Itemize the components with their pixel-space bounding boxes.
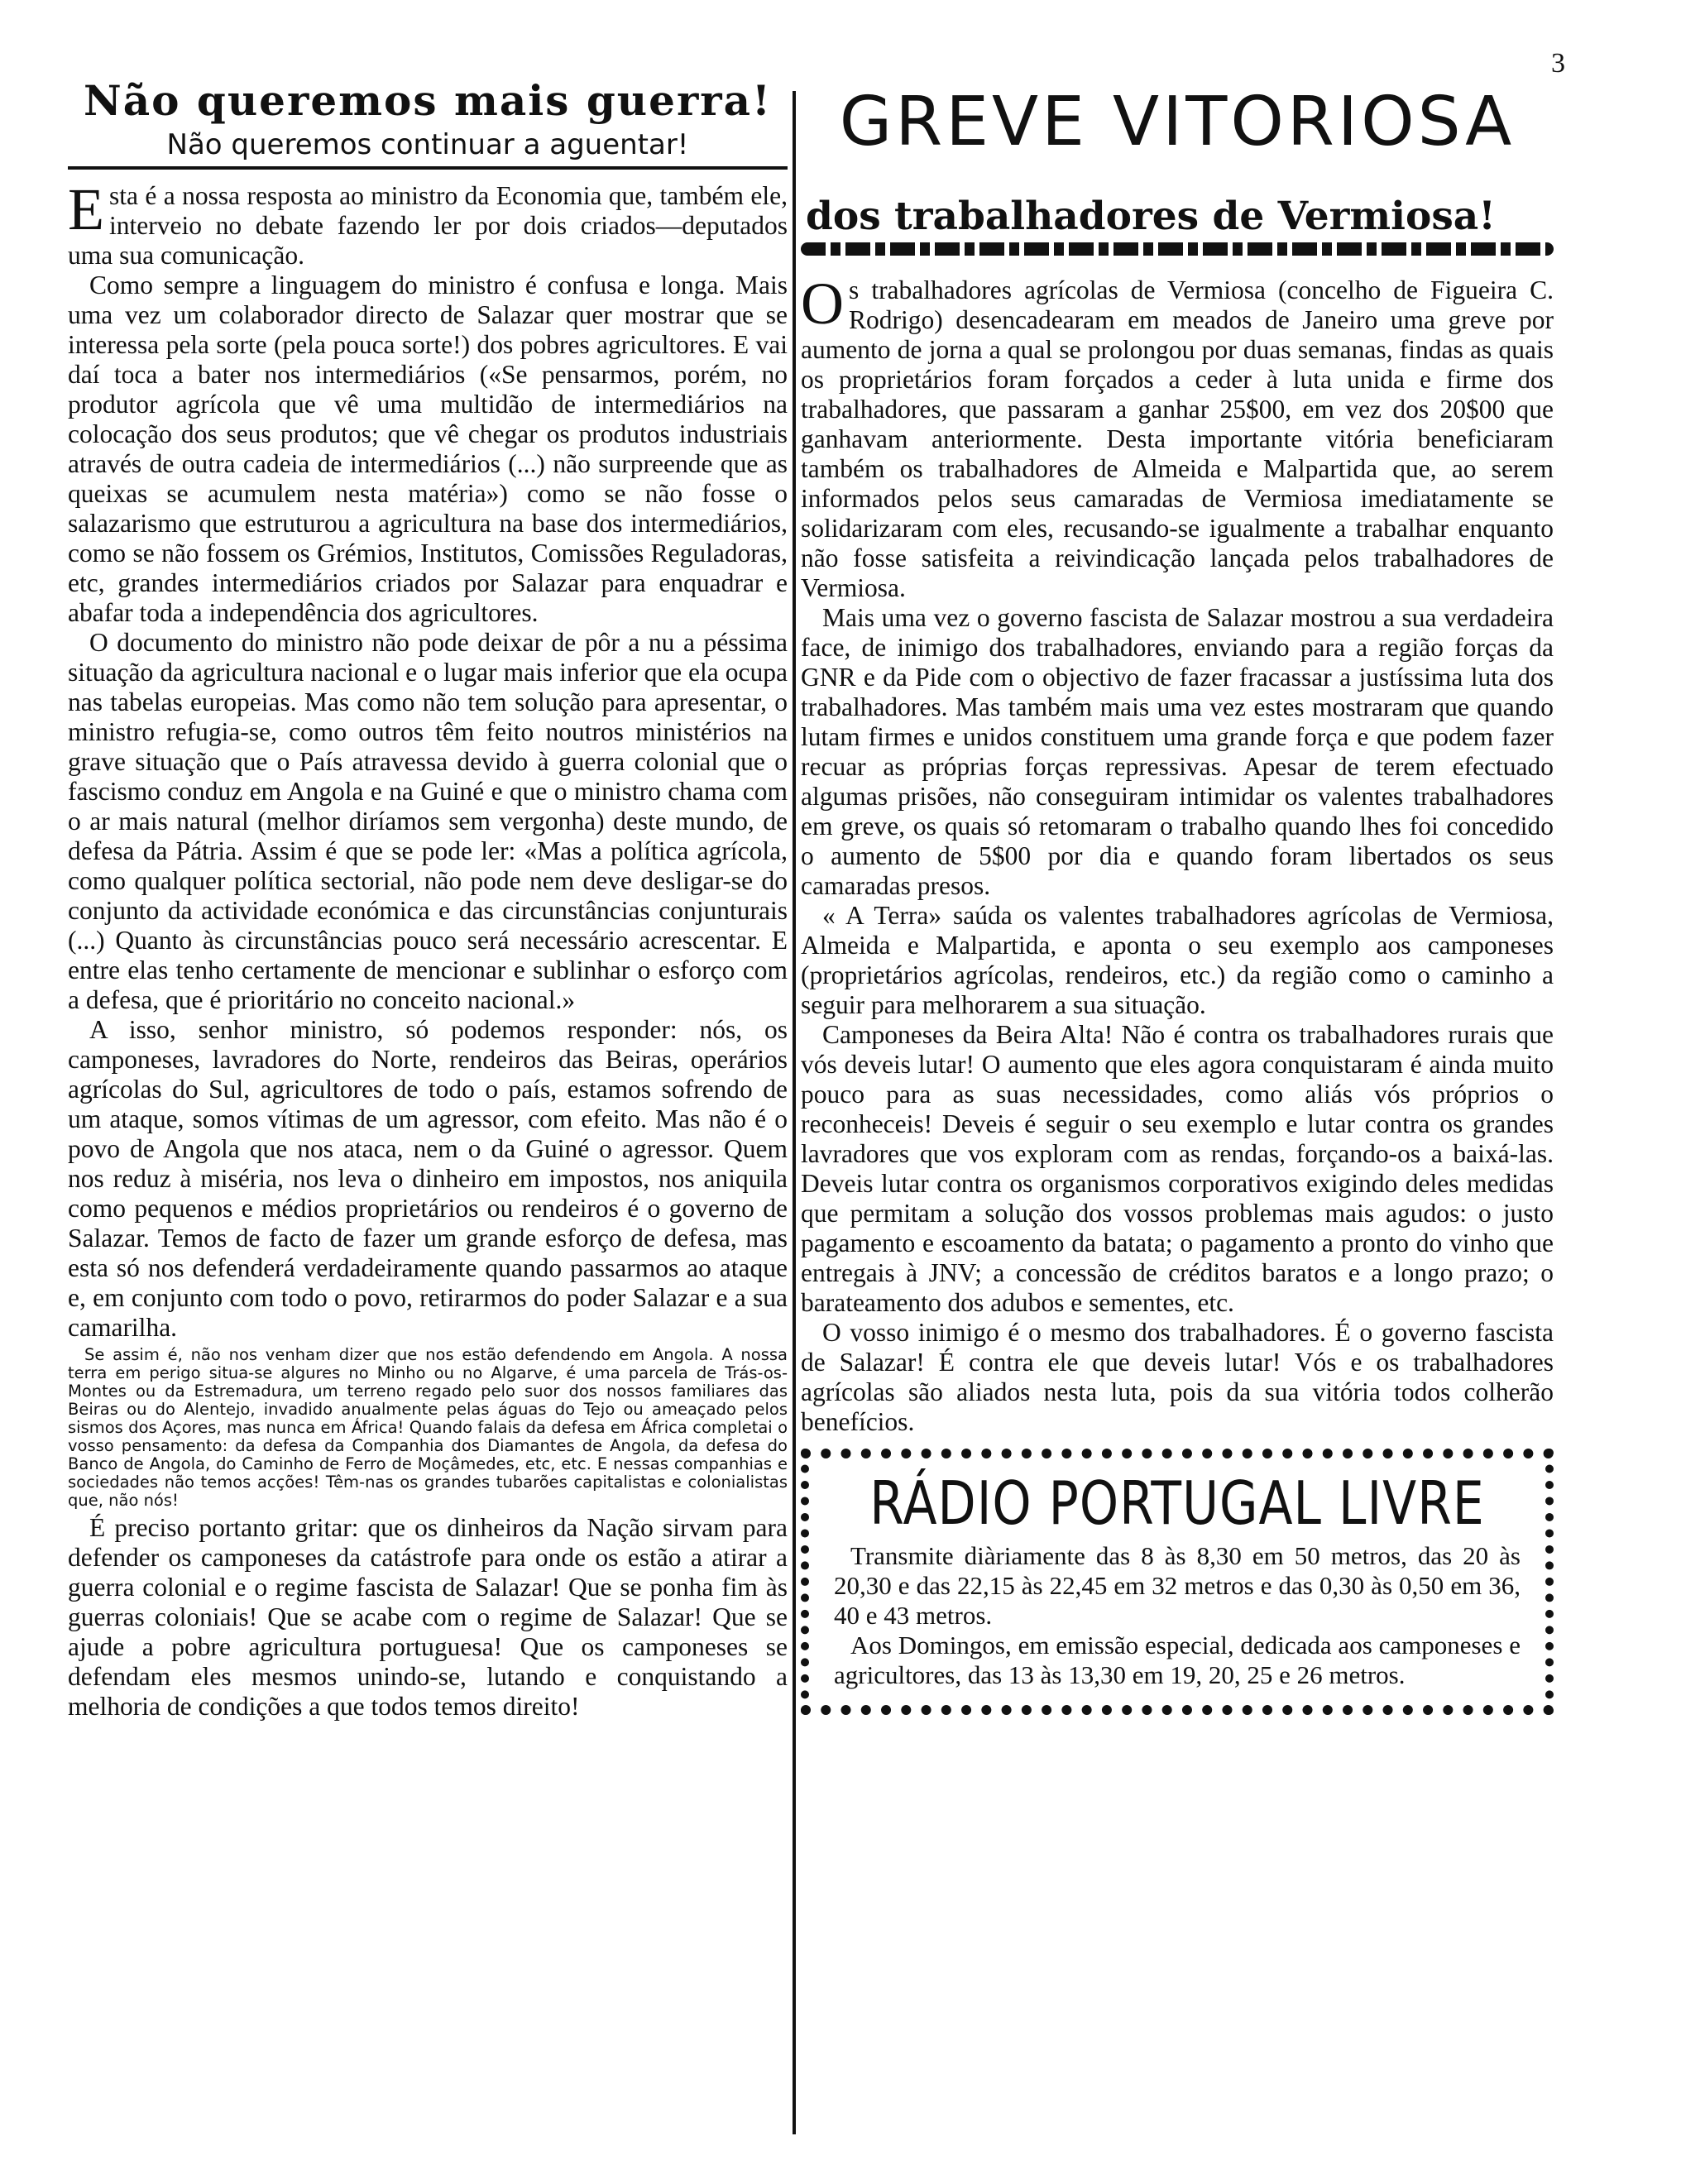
right-article-title: GREVE VITORIOSA: [839, 83, 1516, 161]
column-divider: [793, 91, 796, 2134]
right-article: [801, 83, 1554, 1715]
left-paragraph-1-text: sta é a nossa resposta ao ministro da Economia que, também ele, interveio no debate fazendo ler por dois criados—deputados uma sua comunicação.: [68, 181, 788, 270]
radio-portugal-livre-box: [801, 1449, 1554, 1715]
left-paragraph-1: [68, 176, 788, 271]
right-dropcap: O: [801, 271, 844, 337]
left-paragraph-4: A isso, senhor ministro, só podemos responder: nós, os camponeses, lavradores do Norte, rendeiros das Beiras, operários agrícolas do Sul, agricultores de todo o país, estamos sofrendo de um ataque, somos vítimas de um agressor, com efeito. Mas não é o povo de Angola que nos ataca, nem o da Guiné o agressor. Quem nos reduz à miséria, nos leva o dinheiro em impostos, nos aniquila como pequenos e médios proprietários ou rendeiros é o governo de Salazar. Temos de facto de fazer um grande esforço de defesa, mas esta só nos defenderá verdadeiramente quando passarmos ao ataque e, em conjunto com todo o povo, retirarmos do poder Salazar e a sua camarilha.: [68, 1015, 788, 1342]
radio-box-sunday: Aos Domingos, em emissão especial, dedicada aos camponeses e agricultores, das 13 às 13,30 em 19, 20, 25 e 26 metros.: [834, 1631, 1521, 1689]
chain-ornament-rule: [801, 242, 1554, 256]
radio-box-title: RÁDIO PORTUGAL LIVRE: [869, 1469, 1485, 1539]
left-article-title: Não queremos mais guerra!: [84, 76, 772, 125]
left-article-subtitle: Não queremos continuar a aguentar!: [68, 128, 788, 170]
left-closing-paragraph: É preciso portanto gritar: que os dinheiros da Nação sirvam para defender os camponeses da catástrofe para onde os estão a atirar a guerra colonial e o regime fascista de Salazar! Que se ponha fim às guerras coloniais! Que se acabe com o regime de Salazar! Que se ajude a pobre agricultura portuguesa! Que os camponeses se defendam eles mesmos unindo-se, lutando e conquistando a melhoria de condições a que todos temos direito!: [68, 1513, 788, 1721]
right-paragraph-4: Camponeses da Beira Alta! Não é contra os trabalhadores rurais que vós deveis lutar! O aumento que eles agora conquistaram é ainda muito pouco para as suas necessidades, como aliás vós próprios o reconheceis! Deveis é seguir o seu exemplo e lutar contra os grandes lavradores que vos exploram com as rendas, forçando-os a baixá-las. Deveis lutar contra os organismos corporativos exigindo deles medidas que permitam a solução dos vossos problemas mais agudos: o justo pagamento e escoamento da batata; o pagamento a pronto do vinho que entregais à JNV; a concessão de créditos baratos e a longo prazo; o barateamento dos adubos e sementes, etc.: [801, 1020, 1554, 1317]
left-paragraph-3: O documento do ministro não pode deixar de pôr a nu a péssima situação da agricultura nacional e o lugar mais inferior que ela ocupa nas tabelas europeias. Mas como não tem solução para apresentar, o ministro refugia-se, como outros têm feito noutros ministérios na grave situação que o País atravessa devido à guerra colonial que o fascismo conduz em Angola e na Guiné e que o ministro chama com o ar mais natural (melhor diríamos sem vergonha) deste mundo, de defesa da Pátria. Assim é que se pode ler: «Mas a política agrícola, como qualquer política sectorial, não pode nem deve desligar-se do conjunto da actividade económica e das circunstâncias conjunturais (...) Quanto às circunstâncias pouco será necessário acrescentar. E entre elas tenho certamente de mencionar e sublinhar o esforço com a defesa, que é prioritário no conceito nacional.»: [68, 628, 788, 1014]
left-paragraph-2: Como sempre a linguagem do ministro é confusa e longa. Mais uma vez um colaborador directo de Salazar quer mostrar que se interessa pela sorte (pela pouca sorte!) dos pobres agricultores. E vai daí toca a bater nos intermediários («Se pensarmos, porém, no produtor agrícola que vê uma multidão de intermediários na colocação dos seus produtos; que vê chegar os produtos industriais através de outra cadeia de intermediários (...) não surpreende que as queixas se acumulem nesta matéria») como se não fosse o salazarismo que estruturou a agricultura na base dos intermediários, como se não fossem os Grémios, Institutos, Comissões Reguladoras, etc, grandes intermediários criados por Salazar para enquadrar e abafar toda a independência dos agricultores.: [68, 271, 788, 627]
right-paragraph-1: [801, 271, 1554, 603]
right-article-subtitle: dos trabalhadores de Vermiosa!: [806, 194, 1496, 239]
radio-box-schedule: Transmite diàriamente das 8 às 8,30 em 50 metros, das 20 às 20,30 e das 22,15 às 22,45 em 32 metros e das 0,30 às 0,50 em 36, 40 e 43 metros.: [834, 1541, 1521, 1630]
left-small-note: Se assim é, não nos venham dizer que nos estão defendendo em Angola. A nossa terra em perigo situa-se algures no Minho ou no Algarve, é uma parcela de Trás-os-Montes ou da Estremadura, um terreno regado pelo suor dos nossos familiares das Beiras ou do Alentejo, invadido anualmente pelas águas do Tejo ou ameaçado pelos sismos dos Açores, mas nunca em África! Quando falais da defesa em África completai o vosso pensamento: da defesa da Companhia dos Diamantes de Angola, da defesa do Banco de Angola, do Caminho de Ferro de Moçâmedes, etc, etc. E nessas companhias e sociedades não temos acções! Têm-nas os grandes tubarões capitalistas e colonialistas que, não nós!: [68, 1345, 788, 1510]
left-article: [68, 76, 788, 1722]
right-paragraph-2: Mais uma vez o governo fascista de Salazar mostrou a sua verdadeira face, de inimigo dos trabalhadores, enviando para a região forças da GNR e da Pide com o objectivo de fazer fracassar a justíssima luta dos trabalhadores. Mas também mais uma vez estes mostraram que quando lutam firmes e unidos constituem uma grande força e que podem fazer recuar as próprias forças repressivas. Apesar de terem efectuado algumas prisões, não conseguiram intimidar os valentes trabalhadores em greve, os quais só retomaram o trabalho quando lhes foi concedido o aumento de 5$00 por dia e quando foram libertados os seus camaradas presos.: [801, 603, 1554, 900]
right-paragraph-3: « A Terra» saúda os valentes trabalhadores agrícolas de Vermiosa, Almeida e Malpartida, e aponta o seu exemplo aos camponeses (proprietários agrícolas, rendeiros, etc.) da região como o caminho a seguir para melhorarem a sua situação.: [801, 901, 1554, 1019]
right-paragraph-5: O vosso inimigo é o mesmo dos trabalhadores. É o governo fascista de Salazar! É contra ele que deveis lutar! Vós e os trabalhadores agrícolas são aliados nesta luta, pois da sua vitória todos colherão benefícios.: [801, 1318, 1554, 1436]
right-article-body: [801, 271, 1554, 1437]
left-dropcap: E: [68, 176, 104, 242]
left-article-body: [68, 176, 788, 1722]
right-paragraph-1-text: s trabalhadores agrícolas de Vermiosa (concelho de Figueira C. Rodrigo) desencadearam em meados de Janeiro uma greve por aumento de jorna a qual se prolongou por duas semanas, findas as quais os proprietários foram forçados a ceder à luta unida e firme dos trabalhadores, que passaram a ganhar 25$00, em vez dos 20$00 que ganhavam anteriormente. Desta importante vitória beneficiaram também os trabalhadores de Almeida e Malpartida que, ao serem informados pelos seus camaradas de Vermiosa imediatamente se solidarizaram com eles, recusando-se igualmente a trabalhar enquanto não fosse satisfeita a reivindicação lançada pelos trabalhadores de Vermiosa.: [801, 275, 1554, 602]
page-number: 3: [1551, 48, 1565, 79]
